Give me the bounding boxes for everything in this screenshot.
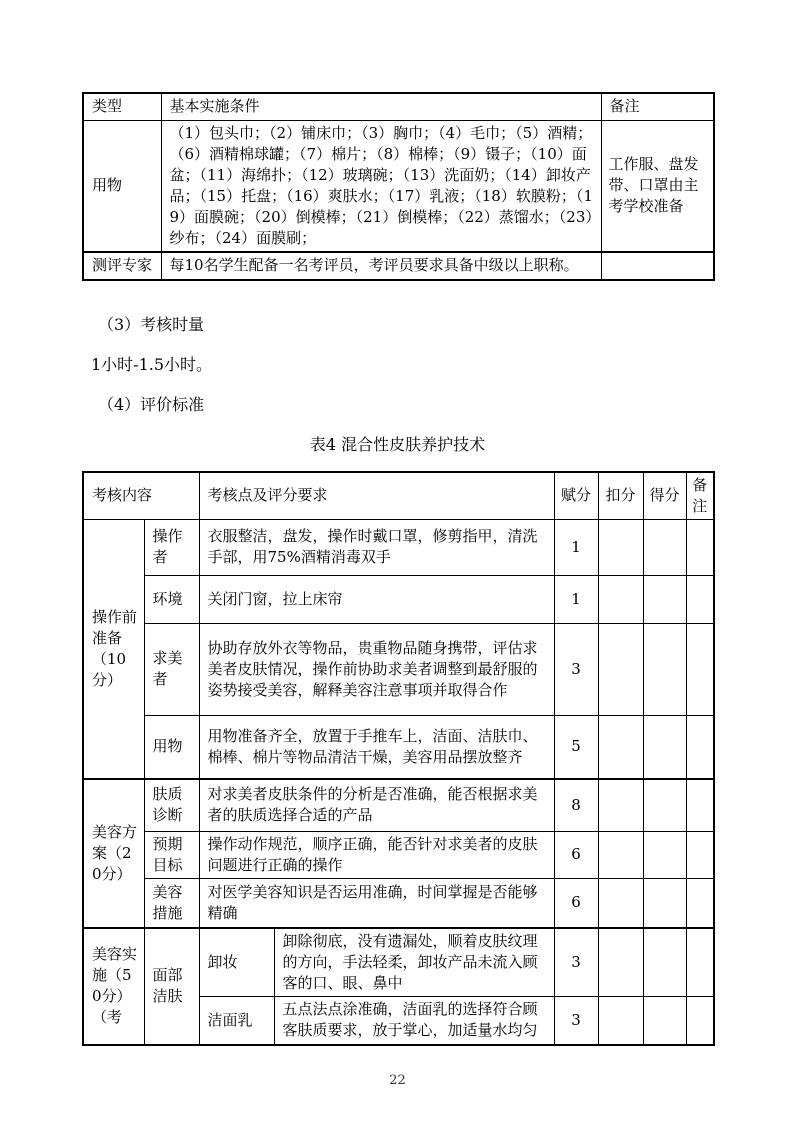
group-label-implementation: 美容实施（50分）（考 <box>83 928 144 1045</box>
note-cell <box>686 779 714 831</box>
note-cell <box>686 575 714 623</box>
score-makeup-removal: 3 <box>554 928 598 997</box>
gained-cell <box>643 575 686 623</box>
row-operator <box>83 519 714 575</box>
item-supplies: 用物 <box>144 715 199 779</box>
item-environment: 环境 <box>144 575 199 623</box>
item-expected-goal: 预期目标 <box>144 831 199 878</box>
note-cell <box>686 928 714 997</box>
row-beauty-measures <box>83 878 714 928</box>
score-cleanser: 3 <box>554 997 598 1045</box>
row-client <box>83 623 714 715</box>
header-score: 赋分 <box>554 472 598 520</box>
assessment-header-row <box>83 472 714 520</box>
score-beauty-measures: 6 <box>554 878 598 928</box>
header-criteria: 考核点及评分要求 <box>199 472 554 520</box>
supplies-list: （1）包头巾；（2）铺床巾；（3）胸巾；（4）毛巾；（5）酒精；（6）酒精棉球罐；（7）棉片；（8）棉棒；（9）镊子；（10）面盆；（11）海绵扑；（12）玻璃碗；（13）洗面奶；（14）卸妆产品；（15）托盘；（16）爽肤水；（17）乳液；（18）软膜粉；（19）面膜碗；（20）倒模棒；（21）倒模棒；（22）蒸馏水；（23）纱布；（24）面膜刷； <box>161 120 601 252</box>
criteria-cleanser: 五点法点涂准确，洁面乳的选择符合顾客肤质要求，放于掌心，加适量水均匀 <box>274 997 554 1045</box>
paragraph-standard-heading: （4）评价标准 <box>98 394 205 414</box>
criteria-supplies: 用物准备齐全，放置于手推车上，洁面、洁肤巾、棉棒、棉片等物品清洁干燥，美容用品摆放整齐 <box>199 715 554 779</box>
note-cell <box>686 997 714 1045</box>
deduction-cell <box>598 779 643 831</box>
header-conditions: 基本实施条件 <box>161 93 601 120</box>
criteria-expected-goal: 操作动作规范，顺序正确，能否针对求美者的皮肤问题进行正确的操作 <box>199 831 554 878</box>
header-deduction: 扣分 <box>598 472 643 520</box>
deduction-cell <box>598 519 643 575</box>
deduction-cell <box>598 715 643 779</box>
table4-title: 表4 混合性皮肤养护技术 <box>309 434 486 454</box>
deduction-cell <box>598 997 643 1045</box>
supplies-label: 用物 <box>83 120 161 252</box>
page-number: 22 <box>389 1072 406 1088</box>
deduction-cell <box>598 575 643 623</box>
header-note: 备注 <box>686 472 714 520</box>
gained-cell <box>643 878 686 928</box>
deduction-cell <box>598 831 643 878</box>
note-cell <box>686 831 714 878</box>
deduction-cell <box>598 928 643 997</box>
deduction-cell <box>598 623 643 715</box>
score-operator: 1 <box>554 519 598 575</box>
experts-content: 每10名学生配备一名考评员，考评员要求具备中级以上职称。 <box>161 252 601 280</box>
header-assess-content: 考核内容 <box>83 472 199 520</box>
supplies-note: 工作服、盘发带、口罩由主考学校准备 <box>601 120 714 252</box>
criteria-operator: 衣服整洁，盘发，操作时戴口罩，修剪指甲，清洗手部，用75%酒精消毒双手 <box>199 519 554 575</box>
item-skin-diagnosis: 肤质诊断 <box>144 779 199 831</box>
gained-cell <box>643 928 686 997</box>
score-supplies: 5 <box>554 715 598 779</box>
score-environment: 1 <box>554 575 598 623</box>
table-row-experts <box>83 252 714 280</box>
criteria-client: 协助存放外衣等物品，贵重物品随身携带，评估求美者皮肤情况，操作前协助求美者调整到最舒服的姿势接受美容，解释美容注意事项并取得合作 <box>199 623 554 715</box>
row-supplies <box>83 715 714 779</box>
table-header-row <box>83 93 714 120</box>
item-cleanser: 洁面乳 <box>199 997 274 1045</box>
row-makeup-removal <box>83 928 714 997</box>
deduction-cell <box>598 878 643 928</box>
score-expected-goal: 6 <box>554 831 598 878</box>
criteria-beauty-measures: 对医学美容知识是否运用准确，时间掌握是否能够精确 <box>199 878 554 928</box>
note-cell <box>686 715 714 779</box>
item-beauty-measures: 美容措施 <box>144 878 199 928</box>
row-skin-diagnosis <box>83 779 714 831</box>
group-label-preparation: 操作前准备（10分） <box>83 519 144 779</box>
gained-cell <box>643 779 686 831</box>
criteria-makeup-removal: 卸除彻底，没有遗漏处，顺着皮肤纹理的方向，手法轻柔，卸妆产品未流入顾客的口、眼、鼻中 <box>274 928 554 997</box>
note-cell <box>686 878 714 928</box>
note-cell <box>686 519 714 575</box>
paragraph-time-value: 1小时-1.5小时。 <box>91 354 213 374</box>
header-type: 类型 <box>83 93 161 120</box>
header-note: 备注 <box>601 93 714 120</box>
table-row-supplies <box>83 120 714 252</box>
criteria-skin-diagnosis: 对求美者皮肤条件的分析是否准确，能否根据求美者的肤质选择合适的产品 <box>199 779 554 831</box>
paragraph-time-heading: （3）考核时量 <box>98 314 205 334</box>
gained-cell <box>643 715 686 779</box>
item-client: 求美者 <box>144 623 199 715</box>
sub-label-facial-cleansing: 面部洁肤 <box>144 928 199 1045</box>
note-cell <box>686 623 714 715</box>
gained-cell <box>643 831 686 878</box>
score-skin-diagnosis: 8 <box>554 779 598 831</box>
gained-cell <box>643 519 686 575</box>
experts-note <box>601 252 714 280</box>
gained-cell <box>643 623 686 715</box>
criteria-environment: 关闭门窗，拉上床帘 <box>199 575 554 623</box>
score-client: 3 <box>554 623 598 715</box>
item-operator: 操作者 <box>144 519 199 575</box>
group-label-plan: 美容方案（20分） <box>83 779 144 928</box>
row-environment <box>83 575 714 623</box>
implementation-conditions-table <box>82 92 715 281</box>
experts-label: 测评专家 <box>83 252 161 280</box>
gained-cell <box>643 997 686 1045</box>
item-makeup-removal: 卸妆 <box>199 928 274 997</box>
header-gained: 得分 <box>643 472 686 520</box>
assessment-table <box>82 471 715 1046</box>
row-expected-goal <box>83 831 714 878</box>
